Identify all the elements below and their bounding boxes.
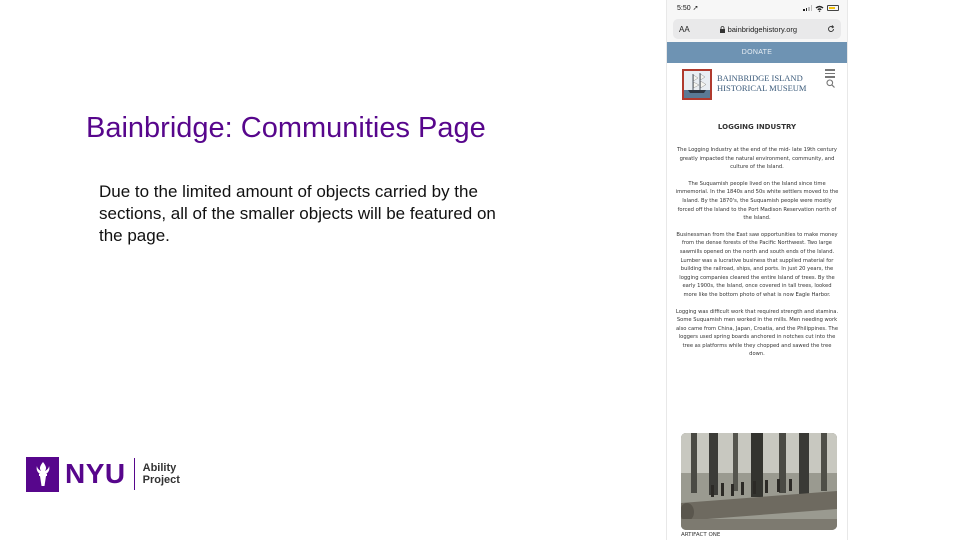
battery-icon (827, 5, 839, 11)
artifact-label: ARTIFACT ONE (681, 532, 721, 538)
site-header (667, 63, 847, 107)
reload-icon[interactable] (827, 25, 835, 33)
nyu-ability-project-logo (26, 456, 180, 492)
signal-icon (803, 5, 812, 11)
artifact-photo[interactable] (681, 433, 837, 530)
slide-title: Bainbridge: Communities Page (86, 112, 486, 144)
url-text: bainbridgehistory.org (727, 24, 798, 34)
status-bar (667, 0, 847, 16)
nyu-torch-icon (26, 457, 59, 492)
logo-divider (134, 458, 135, 490)
status-time: 5:50 ➚ (677, 5, 699, 12)
section-title: LOGGING INDUSTRY (717, 123, 797, 131)
reader-mode-button[interactable]: AA (679, 24, 690, 34)
nyu-wordmark: NYU (65, 458, 126, 489)
article-paragraph: Logging was difficult work that required strength and stamina. Some Suquamish men worked in the mills. Men needing work also came from China, Japan, Croatia, and the Philippines. The loggers used spring boards anchored in notches cut into the tree as platforms while they chopped and sawed the tree down. (675, 308, 839, 358)
article-paragraph: The Suquamish people lived on the Island since time immemorial. In the 1840s and 50s white settlers moved to the Island. By the 1870's, the Suquamish people were mostly forced off the Island to the Port Madison Reservation north of the Island. (675, 180, 839, 222)
lock-icon (720, 26, 725, 33)
museum-ship-logo-icon[interactable] (682, 69, 712, 100)
ability-line: Ability (142, 462, 177, 474)
donate-button[interactable]: DONATE (667, 42, 847, 63)
phone-screenshot (666, 0, 848, 540)
wifi-icon (815, 5, 824, 12)
status-icons (803, 5, 839, 12)
hamburger-menu-icon[interactable] (825, 69, 835, 80)
address-bar[interactable] (673, 19, 841, 39)
slide-body-text: Due to the limited amount of objects carried by the sections, all of the smaller objects will be featured on the page. (99, 182, 496, 245)
browser-toolbar (667, 16, 847, 42)
url-display[interactable] (720, 25, 798, 34)
article-paragraph: Businessman from the East saw opportunities to make money from the dense forests of the Pacific Northwest. Two large sawmills opened on the north and south ends of the Island. Lumber was a lucrative business that supplied material for building the railroad, ships, and ports. In just 20 years, the logging companies cleared the entire Island of trees. By the early 1900s, the Island, once covered in tall trees, looked more like the bottom photo of what is now Eagle Harbor. (676, 231, 838, 298)
project-line: Project (142, 474, 180, 486)
ability-project-wordmark (143, 462, 180, 486)
search-icon[interactable] (826, 79, 835, 88)
site-name-line1: BAINBRIDGE ISLAND (717, 73, 803, 83)
site-name[interactable] (717, 73, 807, 93)
article-paragraph: The Logging Industry at the end of the mid- late 19th century greatly impacted the natural environment, community, and culture of the Island. (677, 147, 837, 171)
site-name-line2: HISTORICAL MUSEUM (717, 83, 807, 93)
